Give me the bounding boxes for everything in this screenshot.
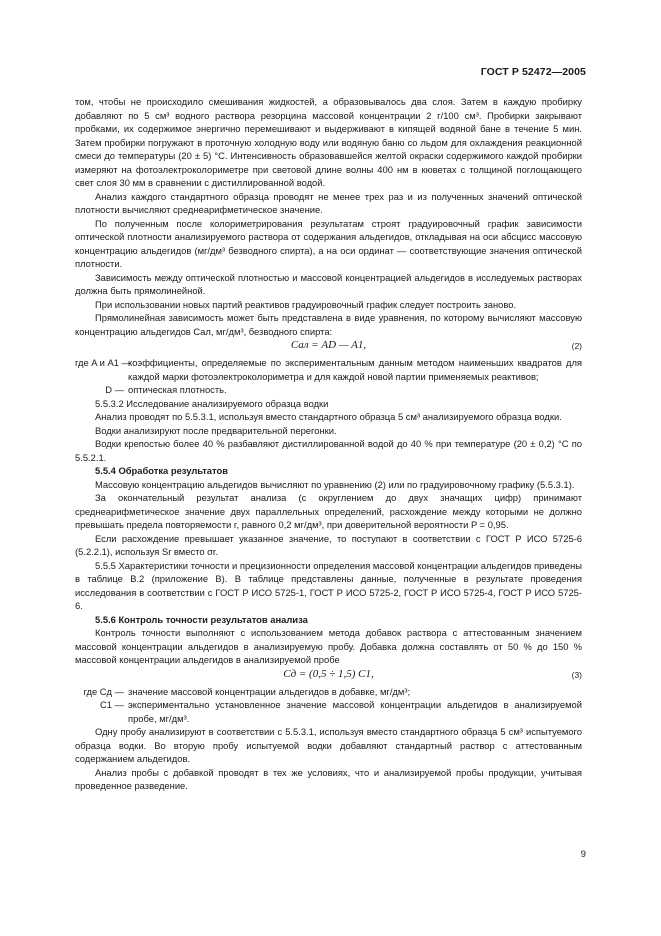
paragraph: За окончательный результат анализа (с округлением до двух значащих цифр) принимают среднеарифметическое значение двух параллельных определений, расхождение между которыми не должно превышать предела повторяемости r, равного 0,2 мг/дм³, при доверительной вероятности P = 0,95.: [75, 492, 582, 530]
paragraph: Зависимость между оптической плотностью и массовой концентрацией альдегидов в исследуемых растворах должна быть прямолинейной.: [75, 271, 582, 296]
paragraph: Анализ пробы с добавкой проводят в тех же условиях, что и анализируемой пробы продукции, учитывая проведенное разведение.: [75, 766, 582, 791]
formula-3: [75, 668, 582, 683]
section-heading: 5.5.6 Контроль точности результатов анализа: [95, 613, 308, 625]
paragraph: По полученным после колориметрирования результатам строят градуировочный график зависимости оптической плотности анализируемого раствора от содержания альдегидов, откладывая на оси абсцисс массовую концентрацию альдегидов (мг/дм³ безводного спирта), а на оси ординат — соответствующие значения оптической плотности.: [75, 217, 582, 269]
paragraph: Контроль точности выполняют с использованием метода добавок раствора с аттестованным значением массовой концентрации альдегидов в анализируемую пробу. Добавка должна составлять от 50 % до 150 % массовой концентрации альдегидов в анализируемой пробе: [75, 627, 582, 665]
section-heading: 5.5.4 Обработка результатов: [95, 465, 228, 476]
legend-description: оптическая плотность.: [128, 384, 227, 395]
paragraph: Одну пробу анализируют в соответствии с 5.5.3.1, используя вместо стандартного образца 5 см³ испытуемого образца водки. Во вторую пробу испытуемой водки добавляют стандартный раствор с аттестованным содержанием альдегидов.: [75, 726, 582, 764]
legend-symbol: C1 —: [100, 699, 124, 710]
legend-description: экспериментально установленное значение массовой концентрации альдегидов в анализируемой пробе, мг/дм³.: [128, 699, 582, 724]
legend-symbol: где A и A1 —: [75, 357, 131, 368]
paragraph: Водки крепостью более 40 % разбавляют дистиллированной водой до 40 % при температуре (20 ± 0,2) °С по 5.5.2.1.: [75, 438, 582, 463]
formula-2: [75, 339, 582, 354]
legend-symbol: где Cд —: [83, 685, 124, 697]
paragraph: Анализ проводят по 5.5.3.1, используя вместо стандартного образца 5 см³ анализируемого образца водки.: [95, 411, 562, 422]
legend-symbol: D —: [105, 384, 124, 395]
subsection-title: 5.5.3.2 Исследование анализируемого образца водки: [95, 397, 329, 409]
legend-description: коэффициенты, определяемые по экспериментальным данным методом наименьших квадратов для каждой марки фотоэлектроколориметра и для каждой новой партии применяемых реактивов;: [128, 357, 582, 382]
paragraph: Если расхождение превышает указанное значение, то поступают в соответствии с ГОСТ Р ИСО 5725-6 (5.2.2.1), используя Sr вместо σr.: [75, 532, 582, 557]
legend-description: значение массовой концентрации альдегидов в добавке, мг/дм³;: [128, 685, 411, 697]
formula-3-legend: [75, 685, 582, 726]
page-number: 9: [580, 848, 586, 859]
paragraph: При использовании новых партий реактивов градуировочный график следует построить заново.: [95, 298, 517, 310]
formula-2-legend: [75, 356, 582, 397]
formula-expression: Cд = (0,5 ÷ 1,5) C1,: [283, 667, 374, 680]
paragraph: 5.5.5 Характеристики точности и прецизионности определения массовой концентрации альдегидов приведены в таблице В.2 (приложение В). В таблице представлены данные, полученные в результате проведения исследования в соответствии с ГОСТ Р ИСО 5725-1, ГОСТ Р ИСО 5725-2, ГОСТ Р ИСО 5725-4, ГОСТ Р ИСО 5725-6.: [75, 559, 582, 611]
standard-header: ГОСТ Р 52472—2005: [480, 66, 586, 78]
paragraph: Анализ каждого стандартного образца проводят не менее трех раз и из полученных значений оптической плотности вычисляют среднеарифметическое значение.: [75, 190, 582, 215]
formula-expression: Cал = AD — A1,: [290, 339, 367, 351]
paragraph: том, чтобы не происходило смешивания жидкостей, а образовывалось два слоя. Затем в каждую пробирку добавляют по 5 см³ водного раствора резорцина массовой концентрации 2 г/100 см³. Пробирки закрывают пробками, их содержимое энергично перемешивают и выдерживают в кипящей водяной бане в течение 5 мин. Затем пробирки погружают в проточную холодную воду или водяную баню со льдом для охлаждения реакционной смеси до температуры (20 ± 5) °С. Интенсивность образовавшейся желтой окраски содержимого каждой пробирки измеряют на фотоэлектроколориметре при световой длине волны 400 нм в кюветах с толщиной поглощающего свет слоя 30 мм в сравнении с дистиллированной водой.: [75, 96, 582, 188]
paragraph: Водки анализируют после предварительной перегонки.: [95, 424, 337, 436]
paragraph: Прямолинейная зависимость может быть представлена в виде уравнения, по которому вычисляют массовую концентрацию альдегидов Cал, мг/дм³, безводного спирта:: [75, 312, 582, 337]
paragraph: Массовую концентрацию альдегидов вычисляют по уравнению (2) или по градуировочному графику (5.5.3.1).: [95, 478, 575, 490]
document-body: [75, 95, 582, 793]
formula-number: (3): [571, 669, 582, 680]
formula-number: (2): [571, 341, 582, 351]
